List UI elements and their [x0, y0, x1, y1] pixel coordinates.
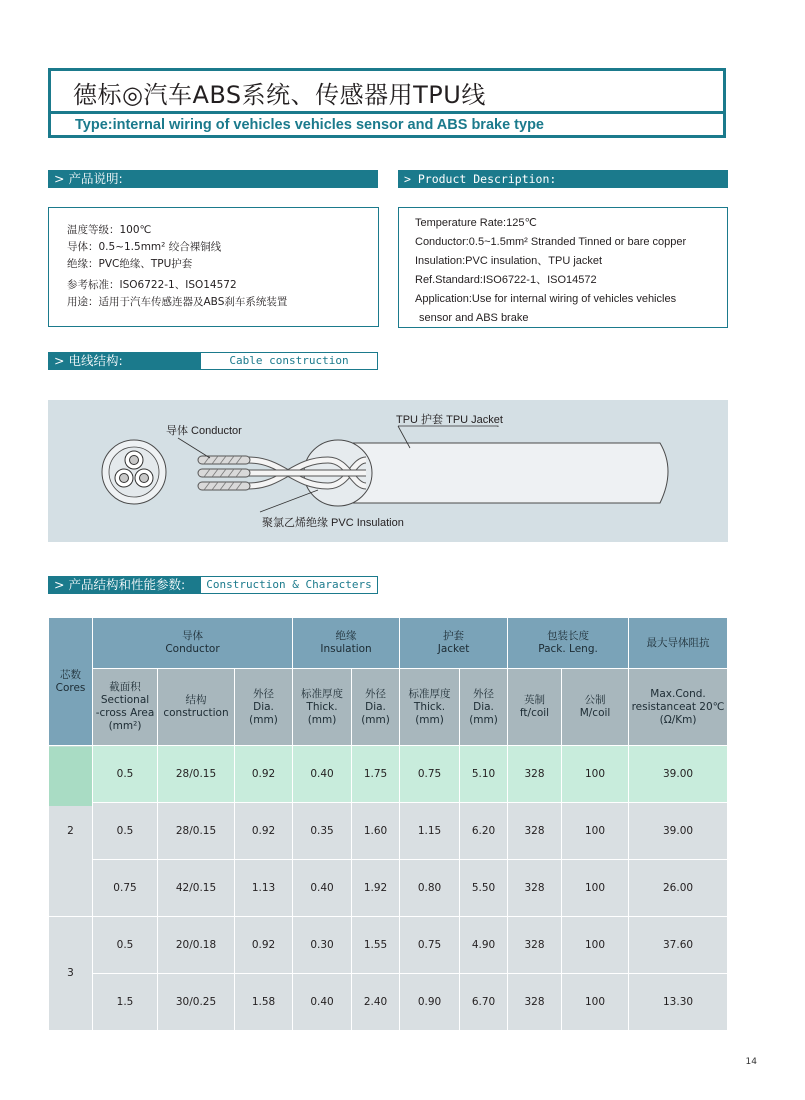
- cell-resistance: 26.00: [629, 860, 728, 917]
- desc-en-temperature: Temperature Rate:125℃: [415, 217, 537, 229]
- desc-en-conductor: Conductor:0.5~1.5mm² Stranded Tinned or bare copper: [415, 236, 687, 248]
- cell-jacket-thick: 0.80: [400, 860, 460, 917]
- subheader-ft-coil: 英制 ft/coil: [508, 669, 562, 746]
- desc-en-standard: Ref.Standard:ISO6722-1、ISO14572: [415, 274, 597, 286]
- section-tag-params-en: Construction & Characters: [200, 576, 378, 594]
- cell-conductor-dia: 1.58: [235, 974, 293, 1031]
- desc-cn-standard: 参考标准：ISO6722-1、ISO14572: [67, 279, 237, 291]
- subheader-area: 截面积 Sectional -cross Area (mm²): [93, 669, 158, 746]
- cell-conductor-dia: 1.13: [235, 860, 293, 917]
- label-insulation: 聚氯乙烯绝缘 PVC Insulation: [262, 517, 404, 529]
- subheader-jacket-thick: 标准厚度 Thick. (mm): [400, 669, 460, 746]
- cell-resistance: 39.00: [629, 746, 728, 803]
- cell-resistance: 39.00: [629, 803, 728, 860]
- desc-en-insulation: Insulation:PVC insulation、TPU jacket: [415, 255, 603, 267]
- header-cores: 芯数 Cores: [49, 618, 93, 746]
- type-subtitle: Type:internal wiring of vehicles vehicles sensor and ABS brake type: [51, 111, 723, 135]
- cell-conductor-dia: 0.92: [235, 917, 293, 974]
- cell-area: 0.5: [93, 803, 158, 860]
- section-bar-structure-cn: > 电线结构:: [48, 352, 200, 370]
- title-box: [48, 68, 726, 138]
- table-header-row-1: [49, 618, 728, 669]
- header-jacket: 护套 Jacket: [400, 618, 508, 669]
- cell-area: 0.5: [93, 917, 158, 974]
- cell-insulation-thick: 0.40: [293, 746, 352, 803]
- cell-m-coil: 100: [562, 746, 629, 803]
- cell-ft-coil: 328: [508, 803, 562, 860]
- table-row: [49, 974, 728, 1031]
- cell-insulation-thick: 0.40: [293, 974, 352, 1031]
- header-conductor: 导体 Conductor: [93, 618, 293, 669]
- desc-en-application-cont: sensor and ABS brake: [419, 312, 529, 324]
- label-jacket: TPU 护套 TPU Jacket: [396, 414, 503, 426]
- cell-ft-coil: 328: [508, 974, 562, 1031]
- cell-jacket-thick: 1.15: [400, 803, 460, 860]
- page-title: 德标◎汽车ABS系统、传感器用TPU线: [73, 81, 486, 109]
- cell-ft-coil: 328: [508, 860, 562, 917]
- subheader-jacket-dia: 外径 Dia. (mm): [460, 669, 508, 746]
- section-bar-description-en: > Product Description:: [398, 170, 728, 188]
- cell-insulation-dia: 1.55: [352, 917, 400, 974]
- cell-jacket-dia: 6.70: [460, 974, 508, 1031]
- table-row: [49, 917, 728, 974]
- cell-insulation-dia: 2.40: [352, 974, 400, 1031]
- spec-table: [48, 617, 728, 1031]
- cell-insulation-dia: 1.60: [352, 803, 400, 860]
- cell-construction: 42/0.15: [158, 860, 235, 917]
- cell-jacket-thick: 0.90: [400, 974, 460, 1031]
- subheader-conductor-dia: 外径 Dia. (mm): [235, 669, 293, 746]
- cell-area: 0.75: [93, 860, 158, 917]
- table-row: [49, 746, 728, 803]
- cell-jacket-dia: 5.10: [460, 746, 508, 803]
- cores-group-2: 2: [49, 746, 93, 917]
- desc-en-application: Application:Use for internal wiring of vehicles vehicles: [415, 293, 677, 305]
- page-number: 14: [745, 1057, 757, 1067]
- cell-jacket-dia: 5.50: [460, 860, 508, 917]
- header-max-resistance: 最大导体阻抗: [629, 618, 728, 669]
- cell-jacket-thick: 0.75: [400, 917, 460, 974]
- section-bar-params-cn: > 产品结构和性能参数:: [48, 576, 200, 594]
- cell-construction: 28/0.15: [158, 746, 235, 803]
- cell-insulation-thick: 0.30: [293, 917, 352, 974]
- table-row: [49, 803, 728, 860]
- cell-area: 0.5: [93, 746, 158, 803]
- cell-resistance: 37.60: [629, 917, 728, 974]
- cell-jacket-thick: 0.75: [400, 746, 460, 803]
- cell-jacket-dia: 6.20: [460, 803, 508, 860]
- section-tag-structure-en: Cable construction: [200, 352, 378, 370]
- cell-insulation-dia: 1.75: [352, 746, 400, 803]
- label-conductor: 导体 Conductor: [166, 425, 242, 437]
- cell-m-coil: 100: [562, 860, 629, 917]
- description-cn-box: [48, 207, 379, 327]
- conductor-end-2: [198, 469, 250, 477]
- cell-conductor-dia: 0.92: [235, 746, 293, 803]
- cores-group-3: 3: [49, 917, 93, 1031]
- header-pack-length: 包装长度 Pack. Leng.: [508, 618, 629, 669]
- cell-ft-coil: 328: [508, 917, 562, 974]
- subheader-insulation-thick: 标准厚度 Thick. (mm): [293, 669, 352, 746]
- table-header-row-2: [49, 669, 728, 746]
- subheader-m-coil: 公制 M/coil: [562, 669, 629, 746]
- conductor-end-3: [198, 482, 250, 490]
- subheader-construction: 结构 construction: [158, 669, 235, 746]
- desc-cn-temperature: 温度等级：100℃: [67, 224, 152, 236]
- conductor-end-1: [198, 456, 250, 464]
- table-row: [49, 860, 728, 917]
- desc-cn-conductor: 导体：0.5~1.5mm² 绞合裸铜线: [67, 241, 222, 253]
- cell-area: 1.5: [93, 974, 158, 1031]
- cell-insulation-dia: 1.92: [352, 860, 400, 917]
- cell-resistance: 13.30: [629, 974, 728, 1031]
- cable-diagram: [48, 400, 728, 542]
- subheader-insulation-dia: 外径 Dia. (mm): [352, 669, 400, 746]
- desc-cn-insulation: 绝缘：PVC绝缘、TPU护套: [67, 258, 193, 270]
- cell-m-coil: 100: [562, 974, 629, 1031]
- cell-construction: 30/0.25: [158, 974, 235, 1031]
- cell-m-coil: 100: [562, 917, 629, 974]
- cell-construction: 28/0.15: [158, 803, 235, 860]
- header-insulation: 绝缘 Insulation: [293, 618, 400, 669]
- cell-m-coil: 100: [562, 803, 629, 860]
- cell-ft-coil: 328: [508, 746, 562, 803]
- cell-insulation-thick: 0.40: [293, 860, 352, 917]
- cell-insulation-thick: 0.35: [293, 803, 352, 860]
- subheader-resistance: Max.Cond. resistanceat 20℃ (Ω/Km): [629, 669, 728, 746]
- cell-jacket-dia: 4.90: [460, 917, 508, 974]
- cell-construction: 20/0.18: [158, 917, 235, 974]
- section-bar-description-cn: > 产品说明:: [48, 170, 378, 188]
- cell-conductor-dia: 0.92: [235, 803, 293, 860]
- desc-cn-application: 用途：适用于汽车传感连器及ABS刹车系统装置: [67, 296, 288, 308]
- jacket-body: [338, 443, 668, 503]
- description-en-box: [398, 207, 728, 328]
